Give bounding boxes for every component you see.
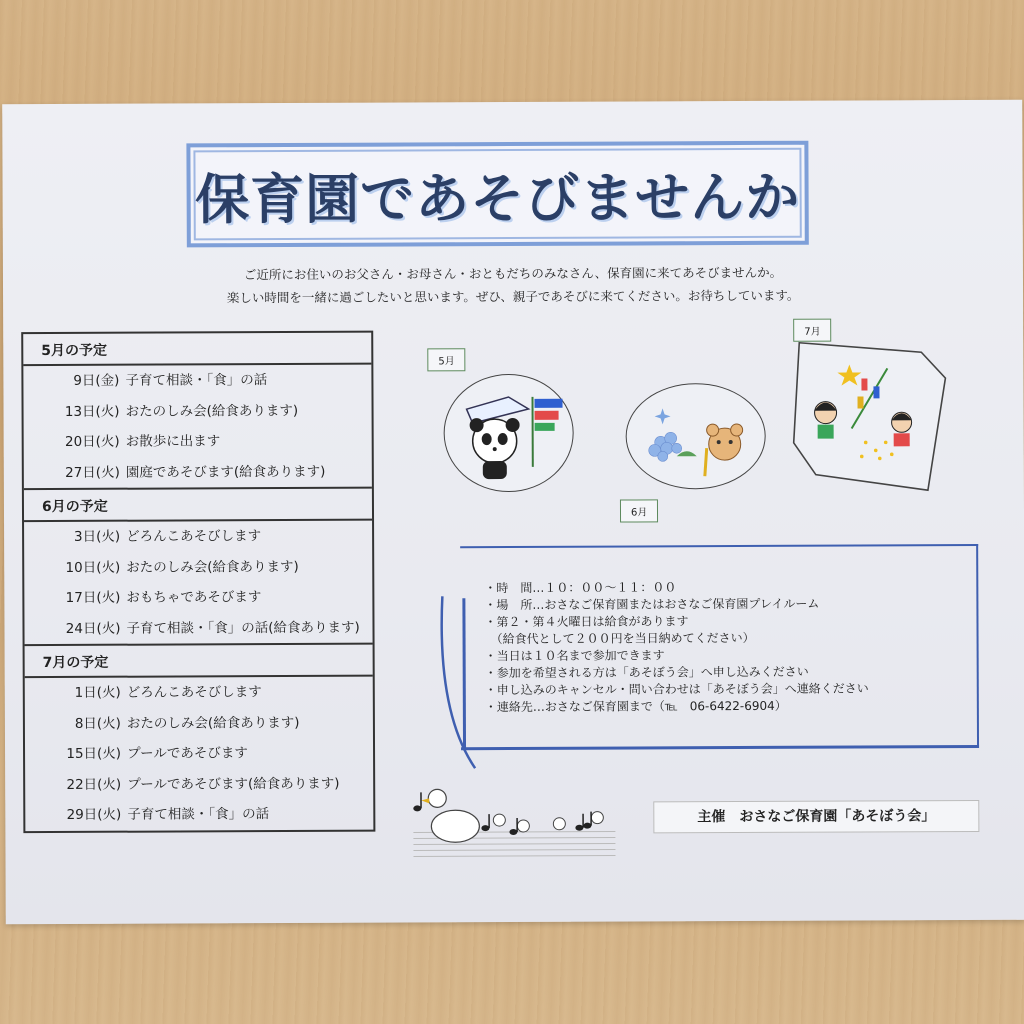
schedule-row [24,426,372,458]
info-list [460,546,977,716]
info-item: ・場 所…おさなご保育園またはおさなご保育園プレイルーム [484,596,820,613]
event-date: 20日(火) [64,433,120,450]
schedule-row [25,677,373,709]
intro-text [153,260,873,309]
june-label: 6月 [620,499,658,522]
event-date: 17日(火) [65,589,121,606]
may-events [23,365,372,489]
event-text: 子育て相談・「食」の話(給食あります) [126,619,360,637]
event-date: 3日(火) [73,528,121,545]
july-illustration [791,338,952,497]
title-banner [186,141,808,248]
event-text: プールであそびます [127,745,248,762]
page-title: 保育園であそびませんか [194,165,801,231]
event-text: 園庭であそびます(給食あります) [125,463,326,481]
event-date: 29日(火) [66,806,122,823]
intro-line-1: ご近所にお住いのお父さん・お母さん・おともだちのみなさん、保育園に来てあそびませんか。 [243,264,783,283]
event-text: 子育て相談・「食」の話 [127,806,270,823]
schedule-row [24,582,372,614]
ducks-music-icon [409,774,619,865]
event-text: おたのしみ会(給食あります) [125,402,299,420]
intro-line-2: 楽しい時間を一緒に過ごしたいと思います。ぜひ、親子であそびに来てください。お待ちしています。 [226,287,800,306]
schedule-row [24,612,372,644]
info-box [460,544,979,750]
host-label: 主催 おさなご保育園「あそぼう会」 [653,800,979,833]
info-item: ・連絡先…おさなご保育園まで（℡ 06-6422-6904） [484,698,787,715]
schedule-row [25,768,373,800]
event-text: どろんこあそびします [126,528,262,545]
event-text: おたのしみ会(給食あります) [126,558,299,576]
june-illustration [625,383,765,490]
event-date: 13日(火) [64,403,120,420]
event-date: 8日(火) [74,715,121,732]
event-text: おもちゃであそびます [126,589,262,606]
july-events [25,677,374,831]
info-item: ・申し込みのキャンセル・問い合わせは「あそぼう会」へ連絡ください [484,681,869,698]
july-heading: 7月の予定 [25,643,373,679]
info-item: （給食代として２００円を当日納めてください） [484,630,755,647]
may-illustration [443,374,574,493]
info-item: ・第２・第４火曜日は給食があります [484,614,689,630]
event-date: 10日(火) [65,559,121,576]
event-date: 1日(火) [74,684,121,701]
schedule-row [23,395,371,427]
event-text: お散歩に出ます [125,433,221,450]
schedule-row [24,521,372,553]
event-date: 22日(火) [66,776,122,793]
flyer-sheet [2,100,1024,924]
may-label: 5月 [427,348,465,371]
may-heading: 5月の予定 [23,333,371,367]
schedule-row [24,456,372,488]
schedule-row [25,799,373,831]
info-item: ・時 間…１０：００〜１１：００ [484,580,677,596]
info-item: ・当日は１０名まで参加できます [484,648,665,664]
info-swoosh [434,592,515,792]
event-date: 24日(火) [65,620,121,637]
schedule-row [25,707,373,739]
event-text: 子育て相談・「食」の話 [125,372,268,389]
event-date: 27日(火) [65,464,120,481]
event-date: 15日(火) [66,745,122,762]
panda-icon [444,375,573,492]
event-text: おたのしみ会(給食あります) [126,714,300,732]
hydrangea-bear-icon [626,384,764,489]
info-item: ・参加を希望される方は「あそぼう会」へ申し込みください [484,664,809,681]
schedule-table [21,331,375,833]
event-date: 9日(金) [73,372,120,389]
june-heading: 6月の予定 [24,487,372,523]
event-text: プールであそびます(給食あります) [127,775,340,793]
july-label: 7月 [793,319,831,342]
schedule-row [25,738,373,770]
schedule-row [24,551,372,583]
event-text: どろんこあそびします [126,684,262,701]
june-events [24,521,373,645]
schedule-row [23,365,371,397]
